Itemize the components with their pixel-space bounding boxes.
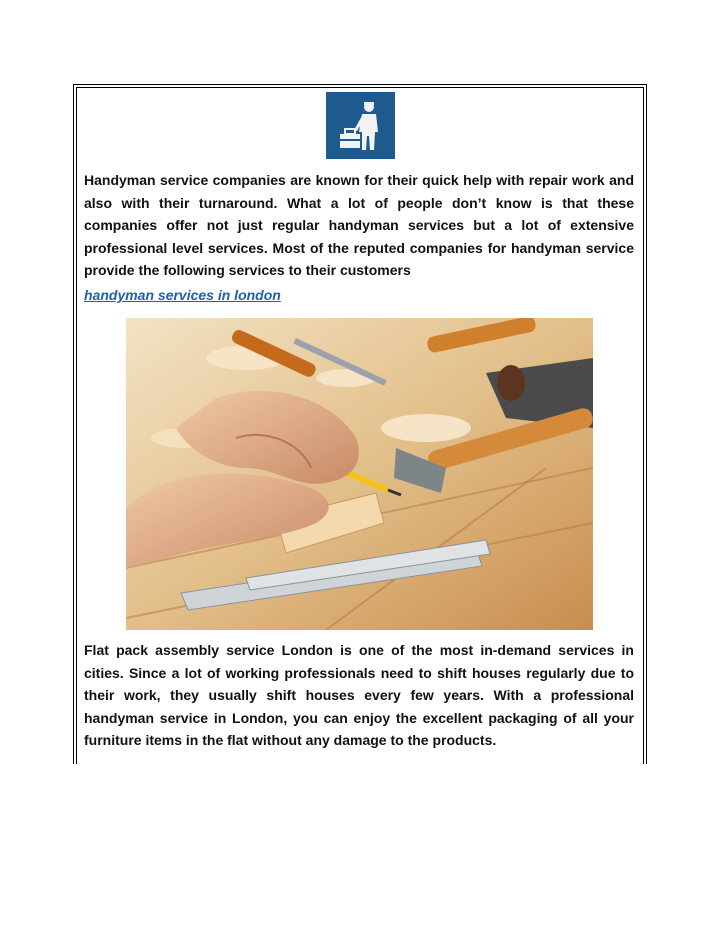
carpenter-measuring-wood-photo	[126, 318, 593, 630]
handyman-toolbox-icon	[326, 92, 395, 159]
handyman-services-link[interactable]: handyman services in london	[84, 287, 281, 303]
flatpack-paragraph: Flat pack assembly service London is one of the most in-demand services in cities. Since a lot of working professionals need to shift houses regularly due to their work, they usually shift houses every few years. With a professional handyman service in London, you can enjoy the excellent packaging of all your furniture items in the flat without any damage to the products.	[84, 642, 634, 748]
intro-paragraph: Handyman service companies are known for their quick help with repair work and also with their turnaround. What a lot of people don’t know is that these companies offer not just regular handyman services but a lot of extensive professional level services. Most of the reputed companies for handyman service provide the following services to their customers	[84, 172, 634, 278]
carpenter-photo	[126, 318, 593, 630]
handyman-logo	[326, 92, 395, 159]
